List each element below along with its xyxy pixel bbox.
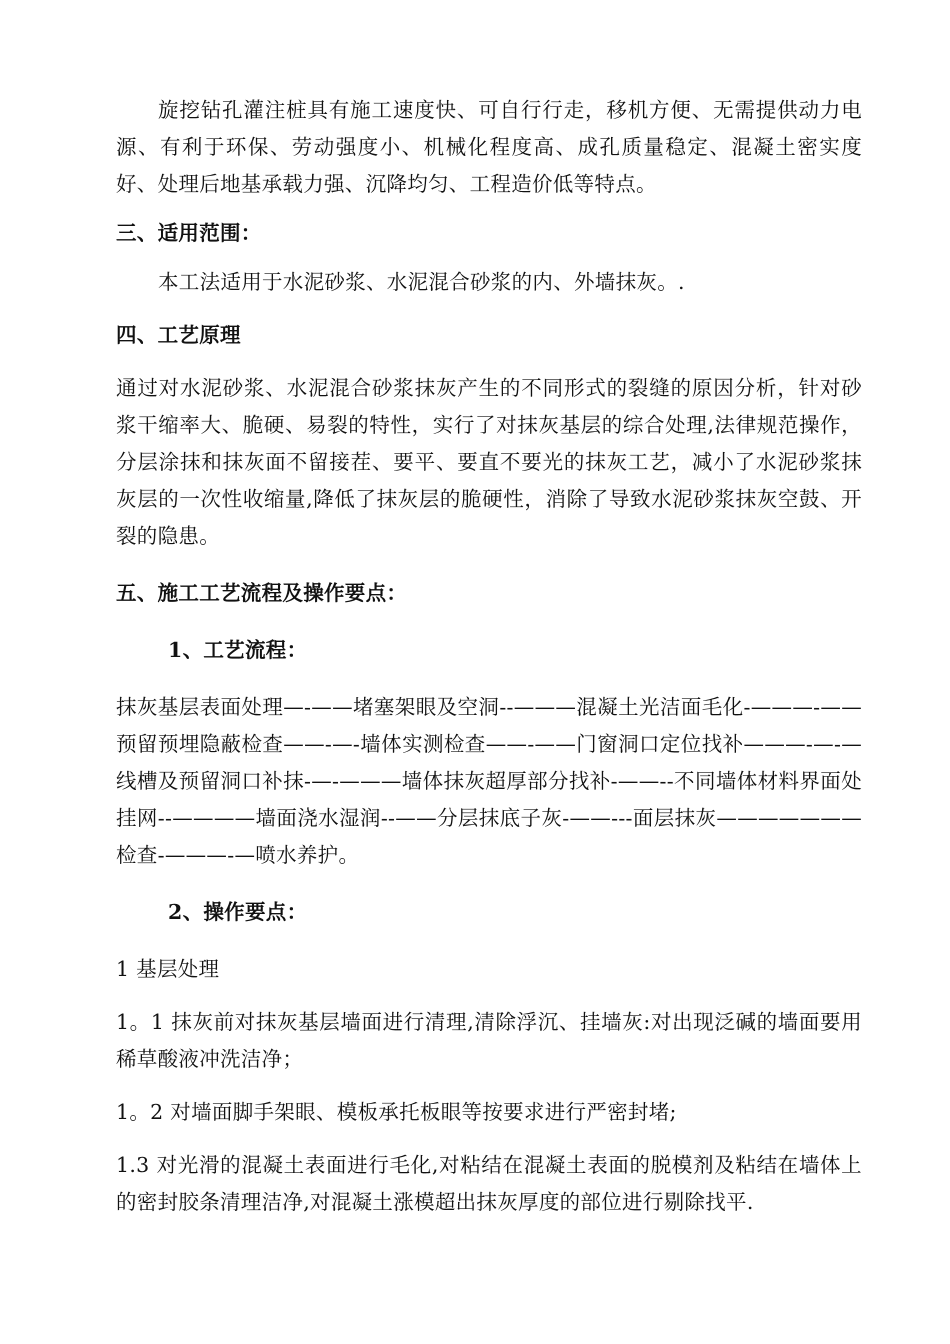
document-body [116,92,862,1221]
scope-paragraph: 本工法适用于水泥砂浆、水泥混合砂浆的内、外墙抹灰。. [158,270,685,294]
intro-paragraph: 旋挖钻孔灌注桩具有施工速度快、可自行行走，移机方便、无需提供动力电源、有利于环保、劳动强度小、机械化程度高、成孔质量稳定、混凝土密实度好、处理后地基承载力强、沉降均匀、工程造价低等特点。 [116,98,862,196]
section-heading-process: 五、施工工艺流程及操作要点： [116,581,408,605]
principle-paragraph: 通过对水泥砂浆、水泥混合砂浆抹灰产生的不同形式的裂缝的原因分析，针对砂浆干缩率大、脆硬、易裂的特性，实行了对抹灰基层的综合处理,法律规范操作，分层涂抹和抹灰面不留接茬、要平、要直不要光的抹灰工艺，减小了水泥砂浆抹灰层的一次性收缩量,降低了抹灰层的脆硬性，消除了导致水泥砂浆抹灰空鼓、开裂的隐患。 [116,376,862,548]
section-heading-principle: 四、工艺原理 [116,323,241,347]
item-1-2: 1。2 对墙面脚手架眼、模板承托板眼等按要求进行严密封堵; [116,1100,677,1124]
section-heading-scope: 三、适用范围： [116,221,262,245]
subheading-operation-points: 2、操作要点： [168,900,308,924]
process-flow-paragraph: 抹灰基层表面处理—-——堵塞架眼及空洞--———混凝土光洁面毛化-———-——预留预埋隐蔽检查——-—-墙体实测检查——-——门窗洞口定位找补———-—-—线槽及预留洞口补抹-—-———墙体抹灰超厚部分找补-——--不同墙体材料界面处挂网--————墙面浇水湿润--——分层抹底子灰-——---面层抹灰———————检查-———-—喷水养护。 [116,695,862,867]
item-base-treatment: 1 基层处理 [116,957,220,981]
item-1-1: 1。1 抹灰前对抹灰基层墙面进行清理,清除浮沉、挂墙灰:对出现泛碱的墙面要用稀草酸液冲洗洁净； [116,1010,862,1071]
item-1-3: 1.3 对光滑的混凝土表面进行毛化,对粘结在混凝土表面的脱模剂及粘结在墙体上的密封胶条清理洁净,对混凝土涨模超出抹灰厚度的部位进行剔除找平. [116,1153,862,1214]
subheading-process-flow: 1、工艺流程： [168,638,308,662]
